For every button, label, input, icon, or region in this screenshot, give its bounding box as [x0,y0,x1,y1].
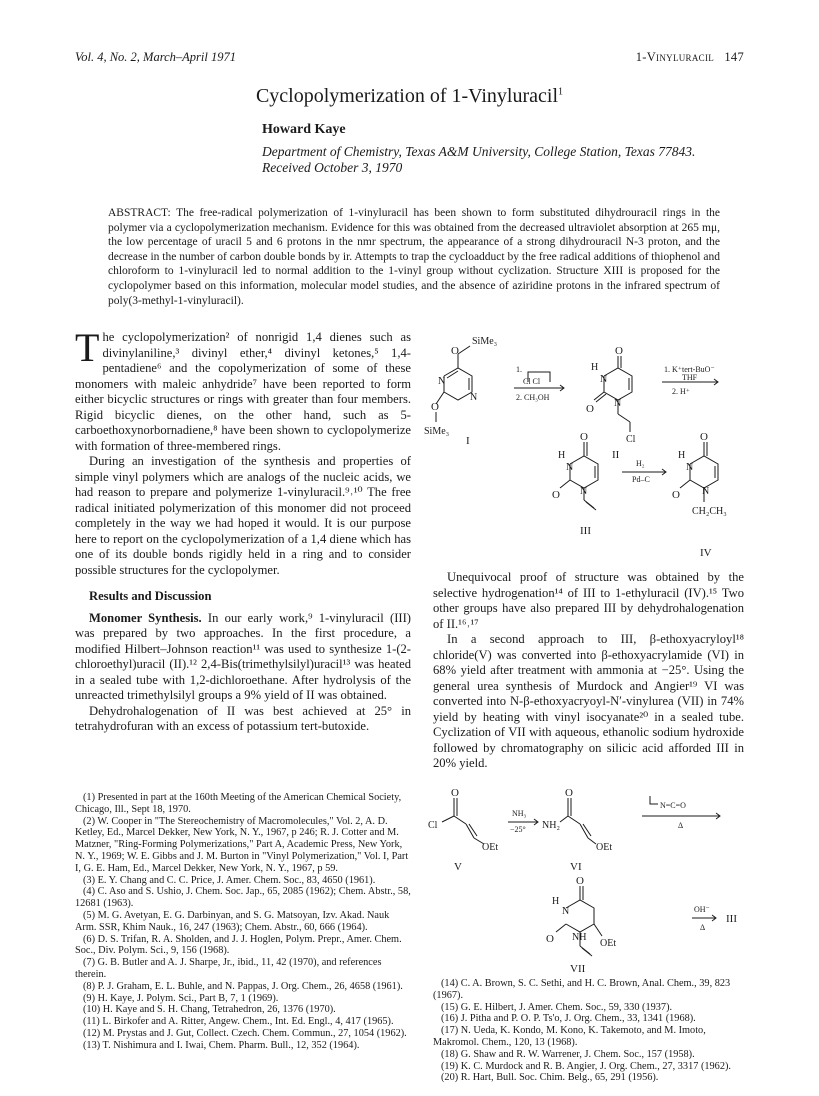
footnote: (1) Presented in part at the 160th Meeting of the American Chemical Society, Chicago, Ill., Sept 18, 1970. [75,792,402,815]
subsection-heading: Monomer Synthesis. [89,610,202,625]
amide-label: NH₂ [542,820,560,831]
compound-III-structure [552,431,598,510]
svg-text:NH: NH [572,932,587,943]
svg-text:H: H [678,450,686,461]
reagent-label: Pd–C [632,475,650,484]
svg-text:O: O [552,489,560,501]
step-1-label: 1. [516,365,522,374]
footnote: (10) H. Kaye and S. H. Chang, Tetrahedron, 26, 1376 (1970). [83,1004,336,1016]
intro-paragraph-2: During an investigation of the synthesis and properties of simple vinyl polymers which are analogs of the nucleic acids, we had reason to prepare and polymerize 1-vinyluracil.⁹˒¹⁰ The free radical initiated polymerization of this monomer did not proceed completely in the way we had hoped it would. It is our purpose here to report on the cyclopolymerization of a 1,4 diene which has one of its double bonds rigidly held in a ring and to consider possible structures for the cyclopolymer. [75,454,411,577]
scheme-2 [540,430,760,560]
compound-VI-structure [542,787,612,853]
received-date: Received October 3, 1970 [262,160,403,175]
footnote: (11) L. Birkofer and A. Ritter, Angew. Chem., Int. Ed. Engl., 4, 417 (1965). [83,1016,394,1028]
running-header [636,50,744,65]
product-label: III [726,913,737,925]
svg-text:O: O [580,431,588,443]
reagent-label: Δ [700,923,706,932]
svg-text:O: O [586,403,594,415]
svg-text:O: O [451,787,459,799]
journal-info: Vol. 4, No. 2, March–April 1971 [75,50,236,64]
footnote: (18) G. Shaw and R. W. Warrener, J. Chem. Soc., 157 (1958). [441,1048,695,1060]
chloride-label: Cl [428,820,438,831]
footnote: (12) M. Prystas and J. Gut, Collect. Czech. Chem. Commun., 27, 1054 (1962). [83,1027,407,1039]
left-column [75,325,411,735]
svg-text:Cl: Cl [626,434,636,445]
svg-text:N: N [702,486,710,497]
svg-text:O: O [576,875,584,887]
svg-text:H: H [558,450,566,461]
footnote: (4) C. Aso and S. Ushio, J. Chem. Soc. Jap., 65, 2085 (1962); Chem. Abstr., 58, 12681 (1963). [75,886,411,910]
author: Howard Kaye [262,122,346,137]
reagent-label: THF [682,373,698,382]
trimethylsilyl-label: SiMe₃ [424,426,450,437]
intro-paragraph-1 [75,325,411,454]
reagent-label: Cl Cl [523,377,541,386]
reagent-label: OH⁻ [694,905,710,914]
compound-label-III: III [580,525,591,537]
svg-text:N: N [614,398,622,409]
intro-text-1: he cyclopolymerization² of nonrigid 1,4 dienes such as divinylaniline,³ divinyl ether,⁴ divinyl ketones,⁵ 1,4-pentadiene⁶ and the copolymerization of some of these monomers with maleic anhydride⁷ have been reported to form either bicyclic structures or rings with greater than four members. Rigid bicyclic dienes, on the other hand, such as 5-carboethoxynorbornadiene,⁸ have been shown to cyclopolymerize with formation of three-membered rings. [75,330,411,453]
svg-text:N: N [600,374,608,385]
title-text: Cyclopolymerization of 1-Vinyluracil [255,85,559,107]
ethoxy-label: OEt [596,842,613,853]
compound-label-VI: VI [570,861,582,873]
footnote: (13) T. Nishimura and I. Iwai, Chem. Pharm. Bull., 12, 352 (1964). [83,1039,360,1051]
compound-V-structure [428,787,498,853]
dehydro-paragraph: Dehydrohalogenation of II was best achieved at 25° in tetrahydrofuran with an excess of potassium tert-butoxide. [75,703,411,733]
vinyl-structure [650,796,658,804]
compound-label-II: II [612,449,620,461]
svg-text:N: N [686,462,694,473]
compound-label-IV: IV [700,547,712,559]
svg-text:O: O [672,489,680,501]
svg-text:N: N [438,376,446,387]
affiliation: Department of Chemistry, Texas A&M University, College Station, Texas 77843. [262,144,696,159]
svg-text:O: O [700,431,708,443]
svg-text:N: N [566,462,574,473]
reagent-label: NH₃ [512,809,527,818]
ethyl-group-label: CH₂CH₃ [692,506,727,517]
monomer-paragraph [75,611,411,704]
reagent-label: N=C=O [660,801,686,810]
svg-text:N: N [470,392,478,403]
svg-text:O: O [565,787,573,799]
svg-text:O: O [451,345,459,357]
svg-text:N: N [580,486,588,497]
title-footnote-ref: 1 [558,86,564,98]
section-heading: Results and Discussion [89,589,212,603]
ethoxy-label: OEt [482,842,499,853]
footnote: (9) H. Kaye, J. Polym. Sci., Part B, 7, 1 (1969). [83,992,279,1004]
reagent-label: 2. H⁺ [672,387,690,396]
compound-I-structure [424,336,497,437]
svg-text:H: H [552,896,560,907]
article-title [0,85,819,108]
svg-text:H: H [591,362,599,373]
compound-IV-structure [672,431,727,517]
monomer-text: In our early work,⁹ 1-vinyluracil (III) was prepared by two approaches. In the first procedure, a modified Hilbert–Johnson reaction¹¹ was used to synthesize 1-(2-chloroethyl)uracil (II).¹² 2,4-Bis(trimethylsilyl)uracil¹³ was heated in a sealed tube with 1,2-dichloroethane. After hydrolysis of the unreacted trimethylsilyl groups a 9% yield of II was obtained. [75,610,411,702]
right-column [433,570,744,772]
footnote: (2) W. Cooper in "The Stereochemistry of Macromolecules," Vol. 2, A. D. Ketley, Ed., Marcel Dekker, New York, N. Y., 1967, p 246; R. J. Cotter and M. Matzner, "Ring-Forming Polymerizations," Part A, Academic Press, New York, N. Y., 1969; W. E. Gibbs and J. M. Burton in "Vinyl Polymerization," Vol. I, Part I, G. E. Ham, Ed., Marcel Dekker, New York, N. Y., 1967, p 59. [75,815,409,874]
footnote: (14) C. A. Brown, S. C. Sethi, and H. C. Brown, Anal. Chem., 39, 823 (1967). [433,978,731,1001]
running-title: 1-Vinyluracil [635,50,715,64]
footnote: (19) K. C. Murdock and R. B. Angier, J. Org. Chem., 27, 3317 (1962). [441,1060,731,1072]
svg-text:O: O [546,933,554,945]
reagent-label: 1. K⁺tert-BuO⁻ [664,365,715,374]
proof-paragraph: Unequivocal proof of structure was obtained by the selective hydrogenation¹⁴ of III to 1-ethyluracil (IV).¹⁵ Two other groups have also prepared III by dehydrohalogenation of II.¹⁶˒¹⁷ [433,570,744,631]
trimethylsilyl-label: SiMe₃ [472,336,498,347]
footnotes-right [433,978,744,1084]
drop-cap: T [75,325,100,370]
footnote: (6) D. S. Trifan, R. A. Sholden, and J. J. Hoglen, Polym. Prepr., Amer. Chem. Soc., Div. Polym. Sci., 9, 156 (1968). [75,933,402,957]
footnote: (3) E. Y. Chang and C. C. Price, J. Amer. Chem. Soc., 83, 4650 (1961). [83,874,376,886]
svg-text:N: N [562,906,570,917]
reagent-label: −25° [510,825,526,834]
ethoxy-label: OEt [600,938,617,949]
scheme-3 [424,786,764,975]
scheme-1 [414,324,754,461]
footnote: (17) N. Ueda, K. Kondo, M. Kono, K. Takemoto, and M. Imoto, Makromol. Chem., 120, 13 (1968). [433,1025,706,1048]
footnote: (15) G. E. Hilbert, J. Amer. Chem. Soc., 59, 330 (1937). [441,1001,673,1013]
second-approach-paragraph: In a second approach to III, β-ethoxyacryloyl¹⁸ chloride(V) was converted into β-ethoxyacrylamide (VI) in 68% yield after treatment with ammonia at −25°. Using the general urea synthesis of Murdock and Angier¹⁹ VI was converted into N-β-ethoxyacryoyl-N′-vinylurea (VII) in 74% yield by heating with vinyl isocyanate²⁰ in a sealed tube. Cyclization of VII with aqueous, ethanolic sodium hydroxide followed by chromatography on silicic acid afforded III in 20% yield. [433,632,744,770]
compound-label-V: V [454,861,462,873]
footnote: (20) R. Hart, Bull. Soc. Chim. Belg., 65, 291 (1956). [441,1072,659,1084]
page-number: 147 [724,50,744,64]
compound-label-I: I [466,435,470,447]
footnote: (16) J. Pitha and P. O. P. Ts'o, J. Org. Chem., 33, 1341 (1968). [441,1013,696,1025]
footnotes-left [75,792,411,1052]
svg-text:O: O [615,345,623,357]
reagent-label: Δ [678,821,684,830]
reagent-label: H₂ [636,459,645,468]
footnote: (7) G. B. Butler and A. J. Sharpe, Jr., ibid., 11, 42 (1970), and references therein. [75,957,382,980]
footnote: (8) P. J. Graham, E. L. Buhle, and N. Pappas, J. Org. Chem., 26, 4658 (1961). [83,980,403,992]
compound-label-VII: VII [570,963,586,975]
abstract: ABSTRACT: The free-radical polymerization of 1-vinyluracil has been shown to form substituted dihydrouracil rings in the polymer via a cyclopolymerization mechanism. Evidence for this was obtained from the decreased ultraviolet absorption at 265 mμ, the low percentage of uracil 5 and 6 protons in the nmr spectrum, the appearance of a strong dihydrouracil N-3 proton, and the decrease in the number of carbon double bonds by ir. Attempts to trap the cycloadduct by the free radical additions of thiophenol and chloroform to 1-vinyluracil led to normal addition to the 1-vinyl group without cyclization. Structure XIII is proposed for the cyclopolymer based on this information, molecular model studies, and the absence of aziridine protons in the infrared spectrum of poly(3-methyl-1-vinyluracil). [108,207,720,307]
svg-text:O: O [431,401,439,413]
affiliation-block [262,144,762,176]
reagent-label: 2. CH₃OH [516,393,550,402]
footnote: (5) M. G. Avetyan, E. G. Darbinyan, and S. G. Matsoyan, Izv. Akad. Nauk Arm. SSR, Khim Nauk., 16, 247 (1963); Chem. Abstr., 60, 666 (1964). [75,909,390,933]
compound-VII-structure [546,875,616,956]
